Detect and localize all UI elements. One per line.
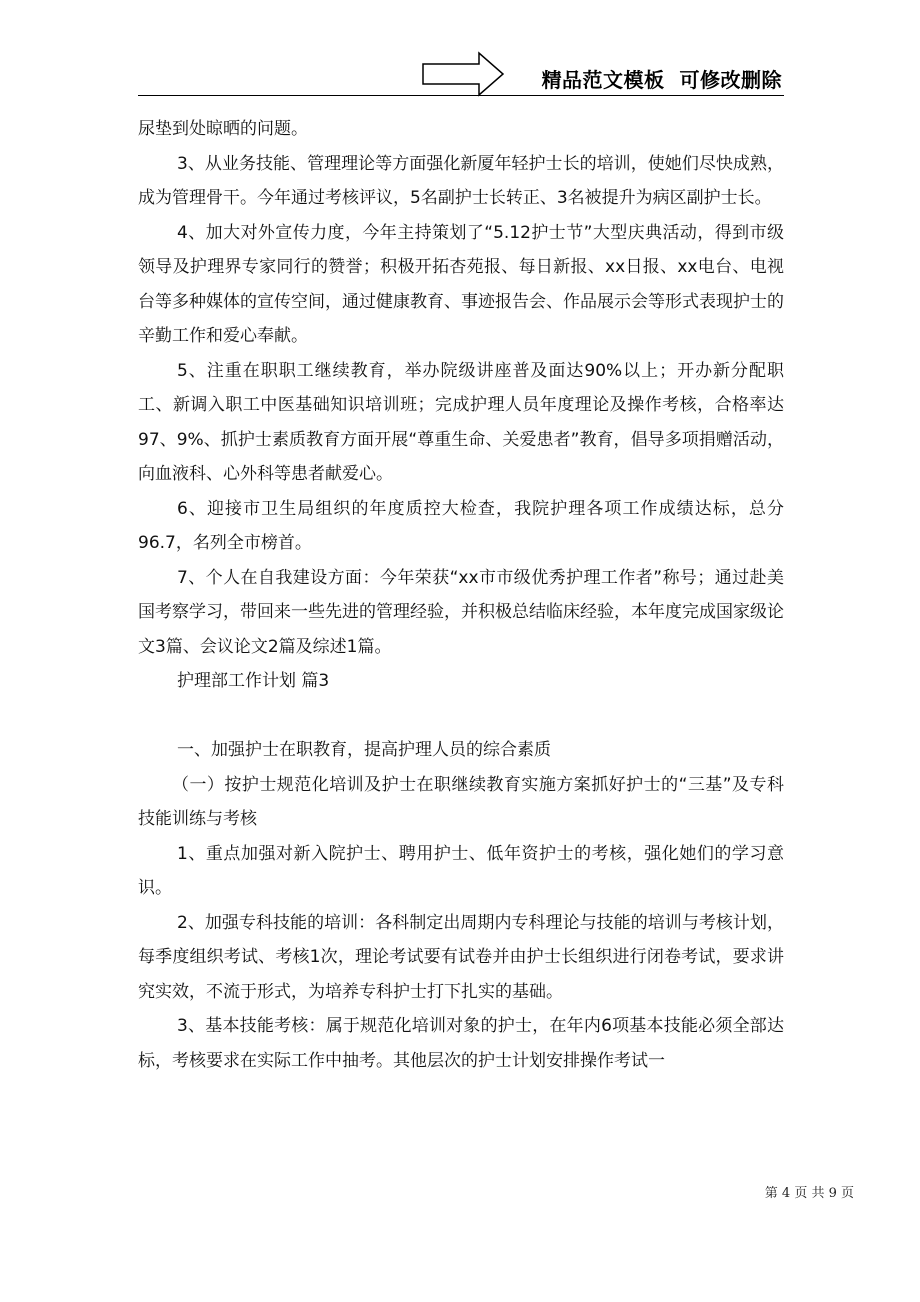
paragraph: 3、基本技能考核：属于规范化培训对象的护士，在年内6项基本技能必须全部达标，考核要求在实际工作中抽考。其他层次的护士计划安排操作考试一: [138, 1016, 784, 1071]
arrow-right-icon: [421, 50, 505, 98]
header-title: 精品范文模板 可修改删除: [541, 68, 782, 92]
subsection-heading: （一）按护士规范化培训及护士在职继续教育实施方案抓好护士的“三基”及专科技能训练与考核: [138, 774, 784, 829]
paragraph: 5、注重在职职工继续教育，举办院级讲座普及面达90%以上；开办新分配职工、新调入职工中医基础知识培训班；完成护理人员年度理论及操作考核，合格率达97、9%、抓护士素质教育方面开展“尊重生命、关爱患者”教育，倡导多项捐赠活动，向血液科、心外科等患者献爱心。: [138, 360, 784, 484]
paragraph: 尿垫到处晾晒的问题。: [138, 119, 308, 139]
paragraph: 6、迎接市卫生局组织的年度质控大检查，我院护理各项工作成绩达标，总分96.7，名列全市榜首。: [138, 498, 784, 553]
page-header: [138, 50, 784, 98]
paragraph: 4、加大对外宣传力度，今年主持策划了“5.12护士节”大型庆典活动，得到市级领导及护理界专家同行的赞誉；积极开拓杏苑报、每日新报、xx日报、xx电台、电视台等多种媒体的宣传空间，通过健康教育、事迹报告会、作品展示会等形式表现护士的辛勤工作和爱心奉献。: [138, 222, 784, 346]
page-number: 第 4 页 共 9 页: [764, 1186, 854, 1201]
header-divider: [138, 95, 784, 96]
blank-line: [138, 699, 784, 734]
paragraph: 2、加强专科技能的培训：各科制定出周期内专科理论与技能的培训与考核计划，每季度组织考试、考核1次，理论考试要有试卷并由护士长组织进行闭卷考试，要求讲究实效，不流于形式，为培养专科护士打下扎实的基础。: [138, 912, 784, 1002]
section-heading: 护理部工作计划 篇3: [177, 671, 330, 691]
paragraph: 3、从业务技能、管理理论等方面强化新厦年轻护士长的培训，使她们尽快成熟，成为管理骨干。今年通过考核评议，5名副护士长转正、3名被提升为病区副护士长。: [138, 153, 784, 208]
paragraph: 1、重点加强对新入院护士、聘用护士、低年资护士的考核，强化她们的学习意识。: [138, 843, 784, 898]
paragraph: 7、个人在自我建设方面：今年荣获“xx市市级优秀护理工作者”称号；通过赴美国考察学习，带回来一些先进的管理经验，并积极总结临床经验，本年度完成国家级论文3篇、会议论文2篇及综述1篇。: [138, 567, 784, 657]
document-body: [138, 112, 784, 1078]
section-heading: 一、加强护士在职教育，提高护理人员的综合素质: [177, 740, 551, 760]
